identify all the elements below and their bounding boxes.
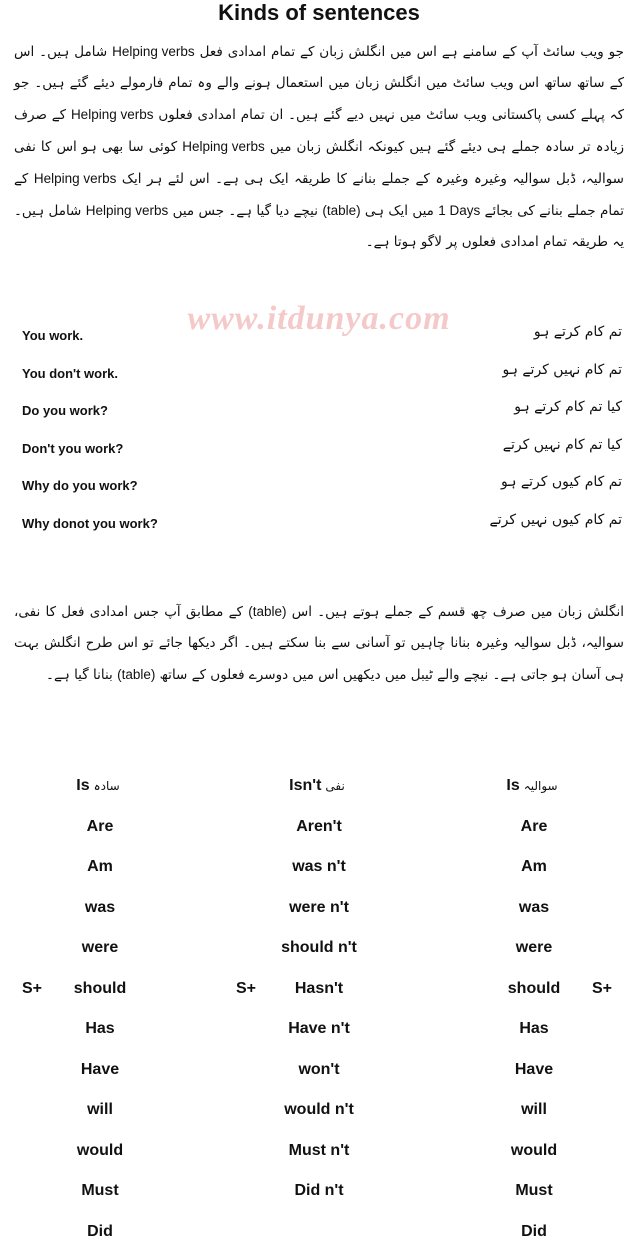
urdu-text: بنانا گیا ہے۔ bbox=[46, 667, 118, 683]
header-english: Isn't bbox=[289, 777, 322, 794]
example-urdu: تم کام نہیں کرتے ہو bbox=[502, 361, 622, 378]
english-term: (table) bbox=[117, 667, 156, 682]
example-row bbox=[22, 474, 622, 500]
english-term: Helping verbs bbox=[85, 203, 169, 218]
watermark-text: www.itdunya.com bbox=[187, 300, 451, 337]
table-cell: were bbox=[515, 939, 553, 956]
table-cell: Am bbox=[87, 858, 113, 875]
english-term: Helping verbs bbox=[70, 107, 154, 122]
table-cell: was bbox=[518, 898, 550, 916]
table-cell: Has bbox=[85, 1020, 115, 1037]
table-cell: Did bbox=[521, 1222, 547, 1240]
table-cell: were bbox=[81, 939, 119, 956]
table-cell: should bbox=[507, 979, 561, 997]
table-cell: was n't bbox=[292, 858, 346, 875]
english-term: (table) bbox=[248, 604, 287, 619]
urdu-text: کے صرف زیادہ تر سادہ جملے ہی دیئے گئے ہیں کیونکہ انگلش زبان میں bbox=[14, 107, 624, 155]
example-urdu: کیا تم کام کرتے ہو bbox=[514, 399, 622, 415]
example-urdu: تم کام کیوں کرتے ہو bbox=[501, 474, 622, 490]
table-cell: will bbox=[87, 1101, 113, 1118]
urdu-text: میں ایک ہی bbox=[360, 203, 439, 219]
table-cell: Did bbox=[87, 1222, 113, 1240]
table-cell: Aren't bbox=[296, 817, 342, 835]
urdu-text: شامل ہیں۔ اس کے ساتھ ساتھ اس ویب سائٹ میں انگلش زبان میں استعمال ہونے والے وہ تمام فارمولے دیئے گئے ہیں۔ جو کہ پہلے کسی پاکستانی ویب سائٹ میں نہیں دیے گئے ہیں۔ ان تمام امدادی فعلوں bbox=[14, 44, 625, 123]
table-cell: Are bbox=[86, 817, 114, 835]
table-cell: Am bbox=[521, 858, 547, 875]
intro-paragraph bbox=[14, 36, 624, 258]
example-urdu: تم کام کیوں نہیں کرتے bbox=[489, 511, 622, 528]
header-english: Is bbox=[76, 777, 90, 794]
urdu-text: انگلش زبان میں صرف چھ قسم کے جملے ہوتے ہیں۔ اس bbox=[286, 604, 624, 620]
table-cell: Have bbox=[514, 1060, 554, 1078]
table-cell: Are bbox=[520, 817, 548, 835]
example-english: Do you work? bbox=[22, 403, 108, 418]
urdu-text: کے تمام جملے بنانے کی بجائے bbox=[14, 171, 625, 219]
example-row bbox=[22, 437, 622, 463]
example-english: You work. bbox=[22, 328, 84, 343]
subject-prefix: S+ bbox=[236, 979, 257, 997]
example-english: Why donot you work? bbox=[22, 515, 158, 531]
example-row bbox=[22, 512, 622, 538]
table-cell: Has bbox=[519, 1020, 549, 1037]
example-row bbox=[22, 324, 622, 350]
header-urdu: سوالیہ bbox=[523, 779, 558, 793]
table-cell: Must bbox=[81, 1182, 119, 1199]
example-english: Why do you work? bbox=[22, 478, 138, 493]
example-row bbox=[22, 399, 622, 425]
page-title: Kinds of sentences bbox=[218, 0, 420, 25]
table-cell: was bbox=[84, 898, 116, 916]
english-term: Helping verbs bbox=[112, 44, 195, 59]
english-term: 1 Days bbox=[438, 203, 481, 218]
table-cell: would bbox=[76, 1141, 124, 1159]
table-cell: should bbox=[73, 979, 127, 997]
table-cell: Did n't bbox=[294, 1182, 344, 1199]
urdu-text: کوئی سا بھی ہو اس کا نفی سوالیہ، ڈبل سوالیہ وغیرہ وغیرہ کے جملے بنانے کا طریقہ ایک ہی ہے۔ اس لئے ہر ایک bbox=[14, 139, 624, 187]
table-cell: Have n't bbox=[288, 1020, 350, 1037]
table-column-header bbox=[30, 777, 170, 795]
table-cell: would n't bbox=[284, 1101, 354, 1118]
subject-prefix: S+ bbox=[22, 979, 43, 997]
english-term: Helping verbs bbox=[33, 171, 117, 186]
urdu-text: جو ویب سائٹ آپ کے سامنے ہے اس میں انگلش زبان کے تمام امدادی فعل bbox=[194, 44, 625, 60]
header-urdu: نفی bbox=[325, 779, 345, 793]
table-cell: won't bbox=[298, 1060, 340, 1078]
example-row bbox=[22, 362, 622, 388]
example-english: Don't you work? bbox=[22, 440, 124, 456]
table-cell: were n't bbox=[289, 898, 349, 916]
example-urdu: کیا تم کام نہیں کرتے bbox=[502, 436, 622, 453]
example-urdu: تم کام کرتے ہو bbox=[533, 324, 622, 340]
example-english: You don't work. bbox=[22, 365, 119, 381]
table-cell: Must n't bbox=[288, 1141, 350, 1159]
table-cell: Have bbox=[80, 1060, 120, 1078]
table-cell: Hasn't bbox=[294, 979, 344, 997]
table-cell: would bbox=[510, 1141, 558, 1159]
english-term: (table) bbox=[322, 203, 361, 218]
header-urdu: سادہ bbox=[93, 779, 120, 793]
urdu-text: کے مطابق آپ جس امدادی فعل کا نفی، سوالیہ، ڈبل سوالیہ وغیرہ بنانا چاہیں تو آسانی سے بنا سکتے ہیں۔ اگر دیکھا جائے تو اس طرح انگلش بہت ہی آسان ہو جاتی ہے۔ نیچے والے ٹیبل میں دیکھیں اس میں دوسرے فعلوں کے ساتھ bbox=[14, 604, 624, 683]
table-intro-paragraph bbox=[14, 596, 624, 691]
urdu-text: نیچے دیا گیا ہے۔ جس میں bbox=[168, 203, 323, 219]
urdu-text: شامل ہیں۔ یہ طریقہ تمام امدادی فعلوں پر لاگو ہوتا ہے۔ bbox=[14, 203, 624, 250]
english-term: Helping verbs bbox=[182, 139, 265, 154]
subject-prefix: S+ bbox=[592, 979, 613, 997]
header-english: Is bbox=[506, 777, 520, 794]
table-column-header bbox=[249, 777, 389, 795]
table-column-header bbox=[464, 777, 604, 795]
table-cell: will bbox=[521, 1101, 547, 1118]
table-cell: should n't bbox=[281, 939, 357, 956]
table-cell: Must bbox=[515, 1182, 553, 1199]
